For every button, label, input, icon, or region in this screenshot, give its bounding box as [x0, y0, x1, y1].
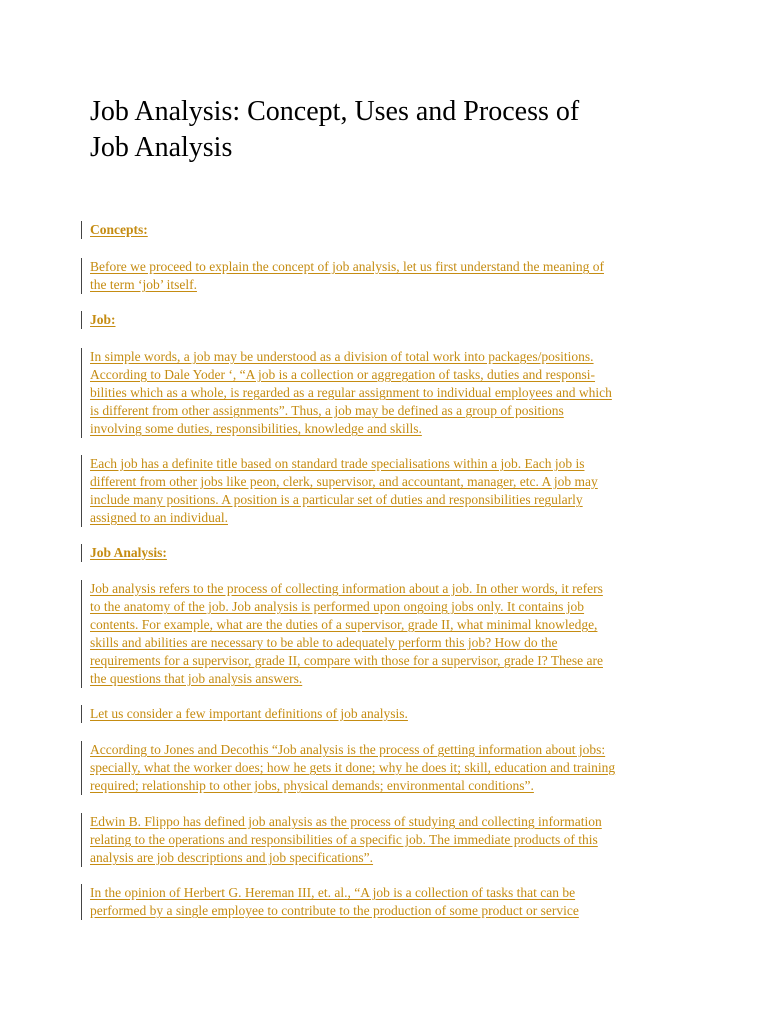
paragraph-job-title[interactable]: [81, 455, 700, 527]
paragraph-line: In the opinion of Herbert G. Hereman III, et. al., “A job is a collection of tasks that can be: [90, 885, 576, 900]
paragraph-edwin-flippo[interactable]: [81, 813, 700, 867]
paragraph-line: different from other jobs like peon, clerk, supervisor, and accountant, manager, etc. A job may: [90, 474, 598, 489]
paragraph-line: relating to the operations and responsibilities of a specific job. The immediate products of this: [90, 832, 598, 847]
heading-concepts[interactable]: [81, 221, 700, 239]
paragraph-line: According to Jones and Decothis “Job analysis is the process of getting information about jobs:: [90, 742, 606, 757]
heading-text: Job:: [90, 312, 116, 327]
paragraph-line: Each job has a definite title based on standard trade specialisations within a job. Each job is: [90, 456, 585, 471]
paragraph-line: the questions that job analysis answers.: [90, 671, 303, 686]
document-title: [90, 94, 710, 166]
title-line: Job Analysis: Concept, Uses and Process of: [90, 96, 580, 127]
title-line: Job Analysis: [90, 132, 233, 163]
paragraph-line: involving some duties, responsibilities, knowledge and skills.: [90, 421, 422, 436]
heading-text: Job Analysis:: [90, 545, 167, 560]
paragraph-job-term[interactable]: [81, 258, 700, 294]
paragraph-line: is different from other assignments”. Thus, a job may be defined as a group of positions: [90, 403, 564, 418]
paragraph-line: include many positions. A position is a particular set of duties and responsibilities regularly: [90, 492, 583, 507]
paragraph-line: assigned to an individual.: [90, 510, 228, 525]
paragraph-line: requirements for a supervisor, grade II, compare with those for a supervisor, grade I? These are: [90, 653, 603, 668]
paragraph-line: Before we proceed to explain the concept of job analysis, let us first understand the meaning of: [90, 259, 604, 274]
paragraph-line: In simple words, a job may be understood as a division of total work into packages/positions.: [90, 349, 594, 364]
paragraph-line: required; relationship to other jobs, physical demands; environmental conditions”.: [90, 778, 534, 793]
heading-job[interactable]: [81, 311, 700, 329]
paragraph-line: the term ‘job’ itself.: [90, 277, 197, 292]
paragraph-line: performed by a single employee to contribute to the production of some product or service: [90, 903, 579, 918]
paragraph-line: contents. For example, what are the duties of a supervisor, grade II, what minimal knowledge,: [90, 617, 598, 632]
paragraph-line: to the anatomy of the job. Job analysis is performed upon ongoing jobs only. It contains job: [90, 599, 585, 614]
paragraph-herbert-hereman[interactable]: [81, 884, 700, 920]
paragraph-line: analysis are job descriptions and job specifications”.: [90, 850, 374, 865]
heading-job-analysis[interactable]: [81, 544, 700, 562]
paragraph-job-analysis-meaning[interactable]: [81, 580, 700, 688]
paragraph-line: specially, what the worker does; how he gets it done; why he does it; skill, education and training: [90, 760, 616, 775]
paragraph-line: Edwin B. Flippo has defined job analysis as the process of studying and collecting information: [90, 814, 602, 829]
paragraph-line: According to Dale Yoder ‘, “A job is a collection or aggregation of tasks, duties and responsi-: [90, 367, 596, 382]
paragraph-line: bilities which as a whole, is regarded as a regular assignment to individual employees and which: [90, 385, 612, 400]
heading-text: Concepts:: [90, 222, 148, 237]
paragraph-definitions-intro[interactable]: [81, 705, 700, 723]
paragraph-jones-decothis[interactable]: [81, 741, 700, 795]
paragraph-job-definition[interactable]: [81, 348, 700, 438]
paragraph-line: skills and abilities are necessary to be able to adequately perform this job? How do the: [90, 635, 558, 650]
paragraph-line: Job analysis refers to the process of collecting information about a job. In other words, it refers: [90, 581, 603, 596]
paragraph-line: Let us consider a few important definitions of job analysis.: [90, 706, 408, 721]
